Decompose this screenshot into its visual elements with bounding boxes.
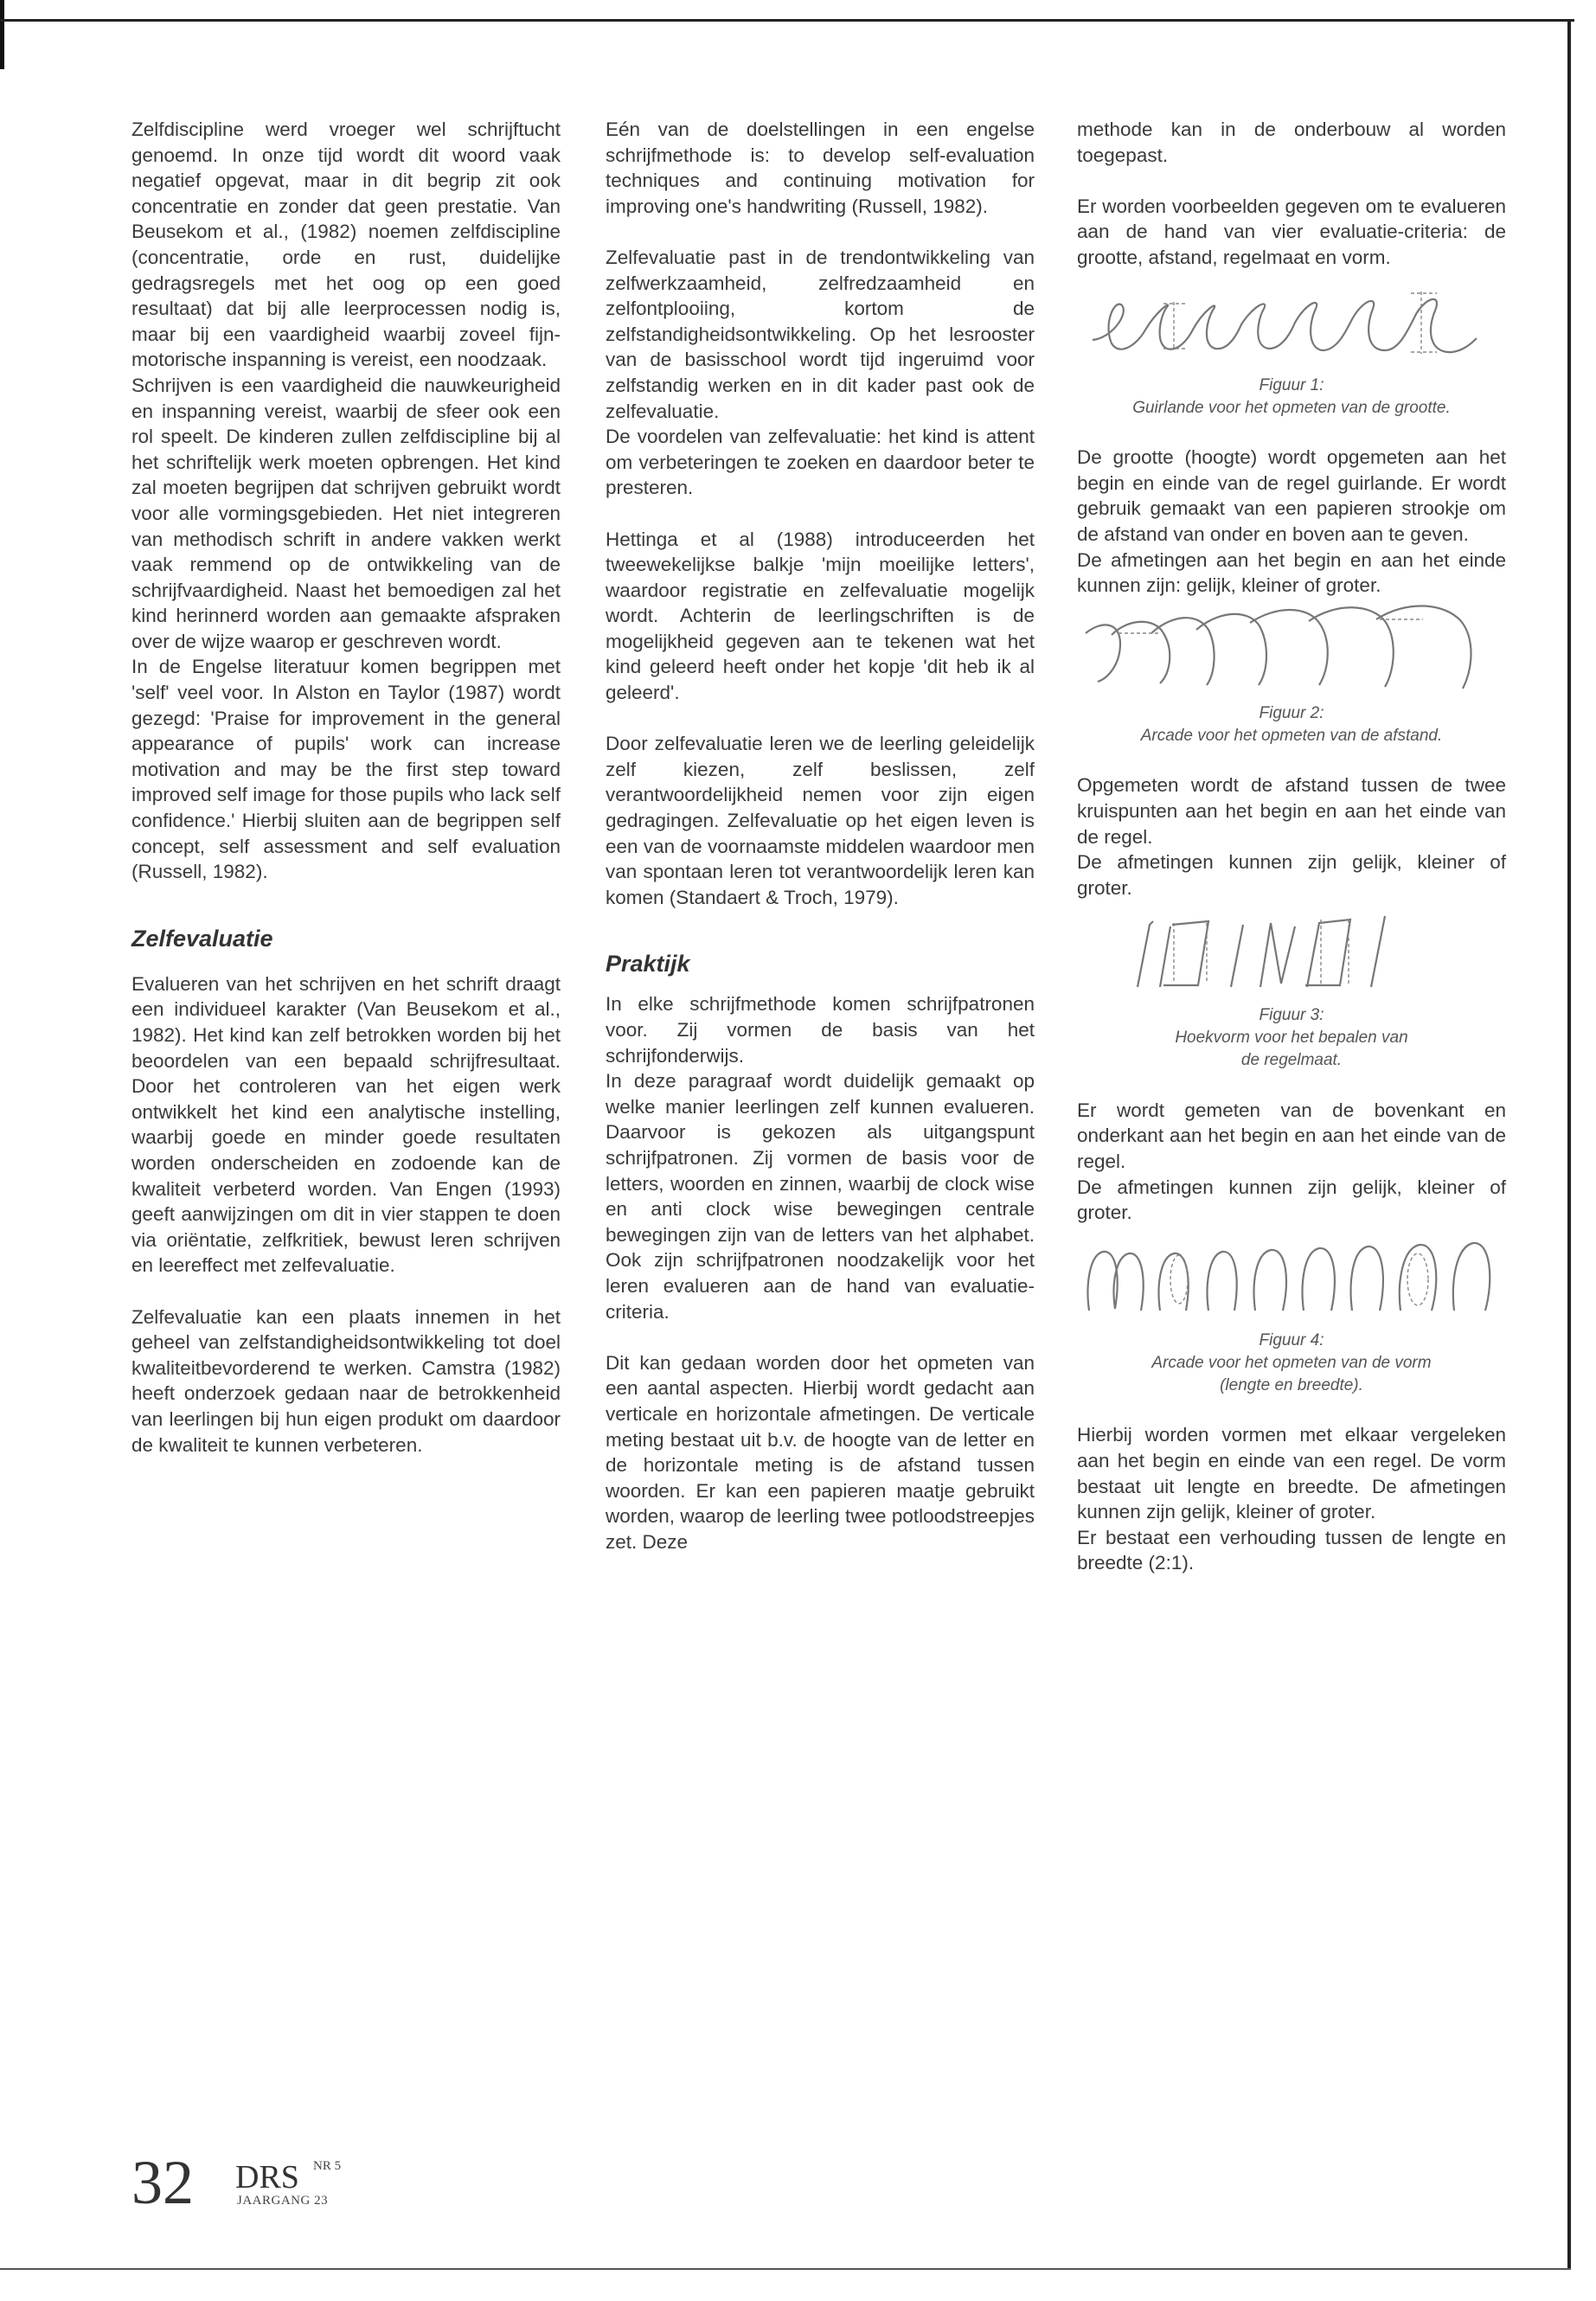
- paragraph: Er worden voorbeelden gegeven om te evalueren aan de hand van vier evaluatie-criteria: de grootte, afstand, regelmaat en vorm.: [1077, 195, 1506, 268]
- page-edge-mark: [0, 0, 4, 69]
- magazine-name: DRS: [235, 2159, 299, 2195]
- paragraph: Dit kan gedaan worden door het opmeten van een aantal aspecten. Hierbij wordt gedacht aan verticale en horizontale afmetingen. De verticale meting bestaat uit b.v. de hoogte van de letter en de horizontale meting is de afstand tussen woorden. Er kan een papieren maatje gebruikt worden, waarop de leerling twee potloodstreepjes zet. Deze: [606, 1351, 1035, 1553]
- paragraph: In deze paragraaf wordt duidelijk gemaakt op welke manier leerlingen zelf kunnen evalueren. Daarvoor is gekozen als uitgangspunt schrijfpatronen. Zij vormen de basis voor de letters, woorden en zinnen, waarbij de clock wise en anti clock wise bewegingen centrale bewegingen zijn van de letters van het alphabet. Ook zijn schrijfpatronen noodzakelijk voor het leren evalueren aan de hand van evaluatie-criteria.: [606, 1070, 1035, 1323]
- section-heading-praktijk: Praktijk: [606, 951, 690, 977]
- figure-4-arcade-vorm-illustration: [1077, 1226, 1506, 1330]
- figure-3-caption-line-2: de regelmaat.: [1240, 1051, 1343, 1070]
- figure-2-arcade-illustration: [1077, 599, 1506, 702]
- paragraph: De afmetingen kunnen zijn gelijk, kleiner of groter.: [1077, 1176, 1506, 1224]
- figure-2-caption: Arcade voor het opmeten van de afstand.: [1140, 726, 1443, 745]
- figure-1-caption: Guirlande voor het opmeten van de grootte.: [1132, 398, 1451, 417]
- paragraph: De grootte (hoogte) wordt opgemeten aan het begin en einde van de regel guirlande. Er wordt gebruik gemaakt van een papieren strookje om de afstand van onder en boven aan te geven.: [1077, 446, 1506, 545]
- figure-4-caption-line-2: (lengte en breedte).: [1220, 1375, 1363, 1394]
- page-number: 32: [131, 2148, 194, 2217]
- column-2: [606, 117, 1035, 1554]
- paragraph: Hettinga et al (1988) introduceerden het tweewekelijkse balkje 'mijn moeilijke letters', waardoor registratie en zelfevaluatie mogelijk wordt. Achterin de leerlingschriften is de mogelijkheid gegeven aan te tekenen wat het kind geleerd heeft onder het kopje 'dit heb ik al geleerd'.: [606, 528, 1035, 704]
- paragraph: Er bestaat een verhouding tussen de lengte en breedte (2:1).: [1077, 1526, 1506, 1574]
- figure-1-label: Figuur 1:: [1259, 375, 1324, 394]
- paragraph: Eén van de doelstellingen in een engelse schrijfmethode is: to develop self-evaluation techniques and continuing motivation for improving one's handwriting (Russell, 1982).: [606, 119, 1035, 217]
- paragraph: Door zelfevaluatie leren we de leerling geleidelijk zelf kiezen, zelf beslissen, zelf verantwoordelijkheid nemen voor zijn eigen gedragingen. Zelfevaluatie op het eigen leven is een van de voornaamste middelen waardoor men van spontaan leren tot verantwoordelijk leren kan komen (Standaert & Troch, 1979).: [606, 733, 1035, 908]
- figure-2-label: Figuur 2:: [1259, 703, 1324, 722]
- bottom-rule: [0, 2268, 1571, 2270]
- paragraph: Evalueren van het schrijven en het schrift draagt een individueel karakter (Van Beusekom et al., 1982). Het kind kan zelf betrokken worden bij het beoordelen van een bepaald schrijfresultaat. Door het controleren van het eigen werk ontwikkelt het kind een analytische instelling, waarbij goede en minder goede resultaten worden onderscheiden en zodoende kan de kwaliteit verbeterd worden. Van Engen (1993) geeft aanwijzingen om dit in vier stappen te doen via oriëntatie, zelfkritiek, bewust leren schrijven en leereffect met zelfevaluatie.: [131, 972, 561, 1277]
- paragraph: In de Engelse literatuur komen begrippen met 'self' veel voor. In Alston en Taylor (1987) wordt gezegd: 'Praise for improvement in the general appearance of pupils' work can increase motivation and may be the first step toward improved self image for those pupils who lack self confidence.' Hierbij sluiten aan de begrippen self concept, self assessment and self evaluation (Russell, 1982).: [131, 656, 561, 883]
- figure-3-label: Figuur 3:: [1259, 1006, 1324, 1025]
- column-1: [131, 117, 561, 1458]
- volume-label: JAARGANG 23: [237, 2194, 329, 2208]
- paragraph: De afmetingen aan het begin en aan het einde kunnen zijn: gelijk, kleiner of groter.: [1077, 548, 1506, 597]
- figure-4-label: Figuur 4:: [1259, 1330, 1324, 1349]
- issue-number: NR 5: [313, 2159, 342, 2173]
- paragraph: De afmetingen kunnen zijn gelijk, kleiner of groter.: [1077, 851, 1506, 899]
- paragraph: Schrijven is een vaardigheid die nauwkeurigheid en inspanning vereist, waarbij de sfeer ook een rol speelt. De kinderen zullen zelfdiscipline bij al het schriftelijk werk moeten opbrengen. Het kind zal moeten begrijpen dat schrijven gebruikt wordt voor alle vormingsgebieden. Het niet integreren van methodisch schrift in andere vakken werkt vaak remmend op de ontwikkeling van de schrijfvaardigheid. Naast het bemoedigen zal het kind herinnerd worden aan gemaakte afspraken over de wijze waarop er geschreven wordt.: [131, 374, 561, 652]
- paragraph: Hierbij worden vormen met elkaar vergeleken aan het begin en einde van een regel. De vorm bestaat uit lengte en breedte. De afmetingen kunnen zijn gelijk, kleiner of groter.: [1077, 1424, 1506, 1523]
- section-heading-zelfevaluatie: Zelfevaluatie: [131, 925, 273, 952]
- paragraph: Zelfevaluatie kan een plaats innemen in het geheel van zelfstandigheidsontwikkeling tot doel kwaliteitbevorderend te werken. Camstra (1982) heeft onderzoek gedaan naar de betrokkenheid van leerlingen bij hun eigen produkt om daardoor de kwaliteit te kunnen verbeteren.: [131, 1305, 561, 1456]
- paragraph: Opgemeten wordt de afstand tussen de twee kruispunten aan het begin en aan het einde van de regel.: [1077, 774, 1506, 848]
- figure-3-caption-line-1: Hoekvorm voor het bepalen van: [1175, 1029, 1408, 1048]
- top-rule: [0, 19, 1574, 22]
- paragraph: In elke schrijfmethode komen schrijfpatronen voor. Zij vormen de basis van het schrijfonderwijs.: [606, 993, 1035, 1067]
- column-3: [1077, 117, 1506, 1576]
- paragraph: Zelfdiscipline werd vroeger wel schrijftucht genoemd. In onze tijd wordt dit woord vaak negatief opgevat, maar in dit begrip zit ook concentratie en zonder dat geen prestatie. Van Beusekom et al., (1982) noemen zelfdiscipline (concentratie, orde en rust, duidelijke gedragsregels met het oog op een goed resultaat) dat bij alle leerprocessen nodig is, maar bij een vaardigheid waarbij zoveel fijn-motorische inspanning is vereist, een noodzaak.: [131, 119, 561, 371]
- right-rule: [1567, 19, 1571, 2268]
- figure-4-caption-line-1: Arcade voor het opmeten van de vorm: [1151, 1353, 1432, 1372]
- paragraph: Er wordt gemeten van de bovenkant en onderkant aan het begin en aan het einde van de regel.: [1077, 1099, 1506, 1173]
- figure-1-guirlande-illustration: [1077, 271, 1506, 375]
- paragraph: De voordelen van zelfevaluatie: het kind is attent om verbeteringen te zoeken en daardoor beter te presteren.: [606, 426, 1035, 499]
- paragraph: methode kan in de onderbouw al worden toegepast.: [1077, 119, 1506, 166]
- figure-3-hoekvorm-illustration: [1077, 901, 1506, 1004]
- paragraph: Zelfevaluatie past in de trendontwikkeling van zelfwerkzaamheid, zelfredzaamheid en zelfontplooiing, kortom de zelfstandigheidsontwikkeling. Op het lesrooster van de basisschool wordt tijd ingeruimd voor zelfstandig werken en in dit kader past ook de zelfevaluatie.: [606, 246, 1035, 422]
